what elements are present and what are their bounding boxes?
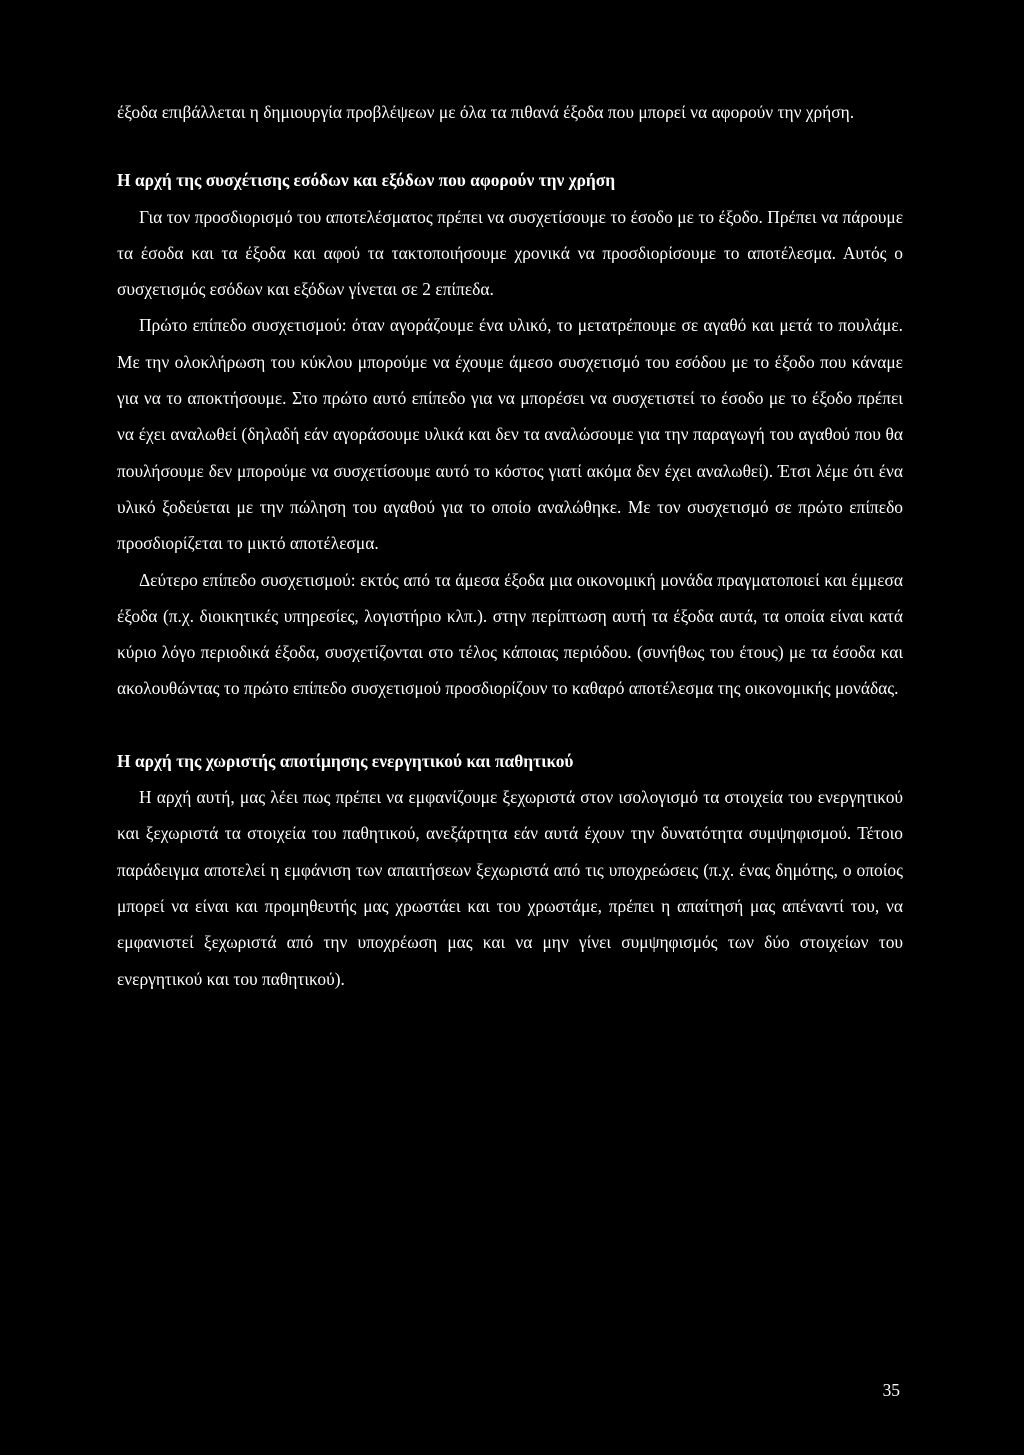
page-number: 35 bbox=[882, 1380, 900, 1400]
document-page bbox=[117, 94, 903, 997]
spacer bbox=[117, 130, 903, 162]
section-heading-separate-valuation: Η αρχή της χωριστής αποτίμησης ενεργητικού και παθητικού bbox=[117, 750, 574, 771]
section1-paragraph-1: Για τον προσδιορισμό του αποτελέσματος πρέπει να συσχετίσουμε το έσοδο με το έξοδο. Πρέπει να πάρουμε τα έσοδα και τα έξοδα και αφού τα τακτοποιήσουμε χρονικά να προσδιορίσουμε το αποτέλεσμα. Αυτός ο συσχετισμός εσόδων και εξόδων γίνεται σε 2 επίπεδα. bbox=[117, 206, 903, 300]
spacer bbox=[117, 707, 903, 743]
section2-paragraph-1: Η αρχή αυτή, μας λέει πως πρέπει να εμφανίζουμε ξεχωριστά στον ισολογισμό τα στοιχεία του ενεργητικού και ξεχωριστά τα στοιχεία του παθητικού, ανεξάρτητα εάν αυτά έχουν την δυνατότητα συμψηφισμού. Τέτοιο παράδειγμα αποτελεί η εμφάνιση των απαιτήσεων ξεχωριστά από τις υποχρεώσεις (π.χ. ένας δημότης, ο οποίος μπορεί να είναι και προμηθευτής μας χρωστάει και του χρωστάμε, πρέπει η απαίτησή μας απέναντί του, να εμφανιστεί ξεχωριστά από την υποχρέωση μας και να μην γίνει συμψηφισμός των δύο στοιχείων του ενεργητικού και του παθητικού). bbox=[117, 787, 903, 989]
section1-paragraph-2: Πρώτο επίπεδο συσχετισμού: όταν αγοράζουμε ένα υλικό, το μετατρέπουμε σε αγαθό και μετά το πουλάμε. Με την ολοκλήρωση του κύκλου μπορούμε να έχουμε άμεσο συσχετισμό του εσόδου με το έξοδο που κάναμε για να το αποκτήσουμε. Στο πρώτο αυτό επίπεδο για να μπορέσει να συσχετιστεί το έσοδο με το έξοδο πρέπει να έχει αναλωθεί (δηλαδή εάν αγοράσουμε υλικά και δεν τα αναλώσουμε για την παραγωγή του αγαθού που θα πουλήσουμε δεν μπορούμε να συσχετίσουμε αυτό το κόστος γιατί ακόμα δεν έχει αναλωθεί). Έτσι λέμε ότι ένα υλικό ξοδεύεται με την πώληση του αγαθού για το οποίο αναλώθηκε. Με τον συσχετισμό σε πρώτο επίπεδο προσδιορίζεται το μικτό αποτέλεσμα. bbox=[117, 315, 903, 554]
section1-paragraph-3: Δεύτερο επίπεδο συσχετισμού: εκτός από τα άμεσα έξοδα μια οικονομική μονάδα πραγματοποιεί και έμμεσα έξοδα (π.χ. διοικητικές υπηρεσίες, λογιστήριο κλπ.). στην περίπτωση αυτή τα έξοδα αυτά, τα οποία είναι κατά κύριο λόγο περιοδικά έξοδα, συσχετίζονται στο τέλος κάποιας περιόδου. (συνήθως του έτους) με τα έσοδα και ακολουθώντας το πρώτο επίπεδο συσχετισμού προσδιορίζουν το καθαρό αποτέλεσμα της οικονομικής μονάδας. bbox=[117, 569, 903, 699]
section-heading-matching-principle: Η αρχή της συσχέτισης εσόδων και εξόδων που αφορούν την χρήση bbox=[117, 170, 616, 191]
intro-paragraph: έξοδα επιβάλλεται η δημιουργία προβλέψεων με όλα τα πιθανά έξοδα που μπορεί να αφορούν την χρήση. bbox=[117, 102, 855, 122]
